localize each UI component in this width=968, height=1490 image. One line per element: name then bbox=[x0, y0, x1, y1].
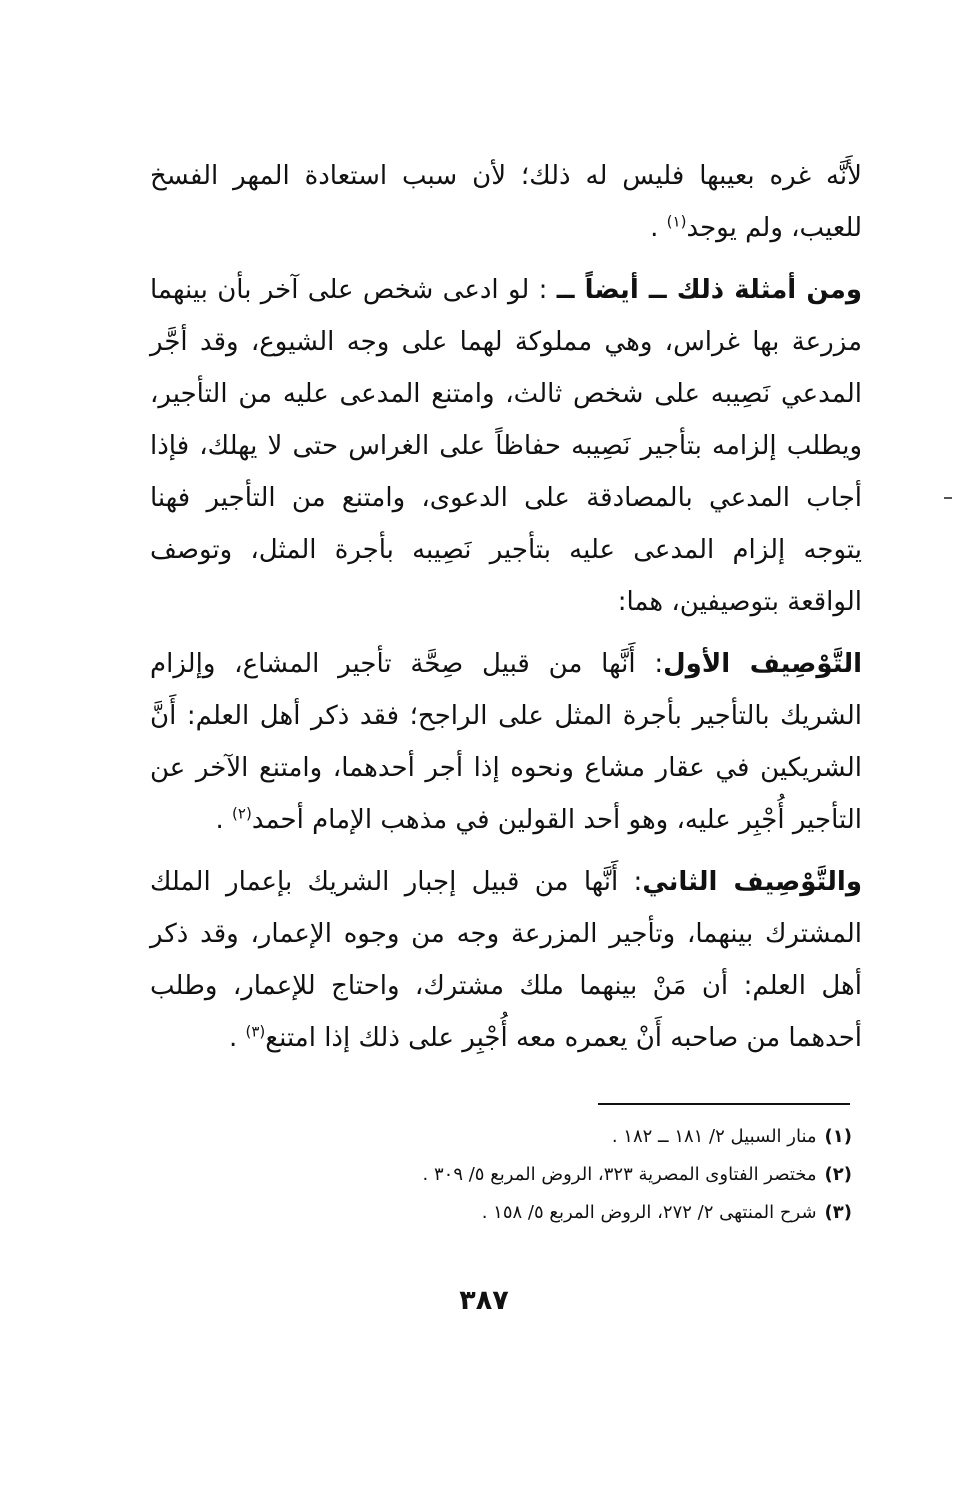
paragraph-1 bbox=[150, 150, 862, 254]
footnote-text: شرح المنتهى ٢/ ٢٧٢، الروض المربع ٥/ ١٥٨ . bbox=[481, 1202, 817, 1223]
footnote-number: (١) bbox=[824, 1126, 852, 1147]
paragraph-text: : لو ادعى شخص على آخر بأن بينهما مزرعة بها غراس، وهي مملوكة لهما على وجه الشيوع، وقد أجَّر المدعي نَصِيبه على شخص ثالث، وامتنع المدعى عليه من التأجير، ويطلب إلزامه بتأجير نَصِيبه حفاظاً على الغراس حتى لا يهلك، فإذا أجاب المدعي بالمصادقة على الدعوى، وامتنع من التأجير فهنا يتوجه إلزام المدعى عليه بتأجير نَصِيبه بأجرة المثل، وتوصف الواقعة بتوصيفين، هما: bbox=[150, 275, 862, 617]
paragraph-text: : أَنَّها من قبيل صِحَّة تأجير المشاع، وإلزام الشريك بالتأجير بأجرة المثل على الراجح؛ فقد ذكر أهل العلم: أَنَّ الشريكين في عقار مشاع ونحوه إذا أجر أحدهما، وامتنع الآخر عن التأجير أُجْبِر عليه، وهو أحد القولين في مذهب الإمام أحمد bbox=[150, 649, 862, 835]
footnote-text: مختصر الفتاوى المصرية ٣٢٣، الروض المربع ٥/ ٣٠٩ . bbox=[422, 1164, 817, 1185]
paragraph-tail: . bbox=[228, 1023, 246, 1053]
footnote-separator bbox=[598, 1103, 850, 1105]
paragraph-tail: . bbox=[215, 805, 233, 835]
paragraph-text: : أَنَّها من قبيل إجبار الشريك بإعمار الملك المشترك بينهما، وتأجير المزرعة وجه من وجوه الإعمار، وقد ذكر أهل العلم: أن مَنْ بينهما ملك مشترك، واحتاج للإعمار، وطلب أحدهما من صاحبه أَنْ يعمره معه أُجْبِر على ذلك إذا امتنع bbox=[150, 867, 862, 1053]
footnote-reference-2: (٢) bbox=[232, 804, 252, 823]
paragraph-lead: والتَّوْصِيف الثاني bbox=[642, 867, 862, 897]
paragraph-tail: . bbox=[650, 213, 667, 243]
footnote-2 bbox=[300, 1156, 852, 1194]
footnote-reference-1: (١) bbox=[666, 212, 687, 231]
margin-mark bbox=[944, 497, 952, 499]
footnotes-section bbox=[300, 1118, 852, 1232]
paragraph-3 bbox=[150, 638, 862, 846]
footnote-number: (٢) bbox=[824, 1164, 852, 1185]
page-number: ٣٨٧ bbox=[459, 1285, 509, 1316]
paragraph-4 bbox=[150, 856, 862, 1064]
paragraph-text: لأَنَّه غره بعيبها فليس له ذلك؛ لأن سبب استعادة المهر الفسخ للعيب، ولم يوجد bbox=[150, 161, 862, 243]
paragraph-2 bbox=[150, 264, 862, 628]
footnote-1 bbox=[300, 1118, 852, 1156]
paragraph-lead: التَّوْصِيف الأول bbox=[663, 649, 863, 679]
footnote-number: (٣) bbox=[824, 1202, 852, 1223]
footnote-text: منار السبيل ٢/ ١٨١ ــ ١٨٢ . bbox=[611, 1126, 817, 1147]
main-text-body bbox=[150, 150, 862, 1074]
paragraph-lead: ومن أمثلة ذلك ــ أيضاً ــ bbox=[556, 275, 862, 305]
footnote-3 bbox=[300, 1194, 852, 1232]
footnote-reference-3: (٣) bbox=[245, 1022, 266, 1041]
